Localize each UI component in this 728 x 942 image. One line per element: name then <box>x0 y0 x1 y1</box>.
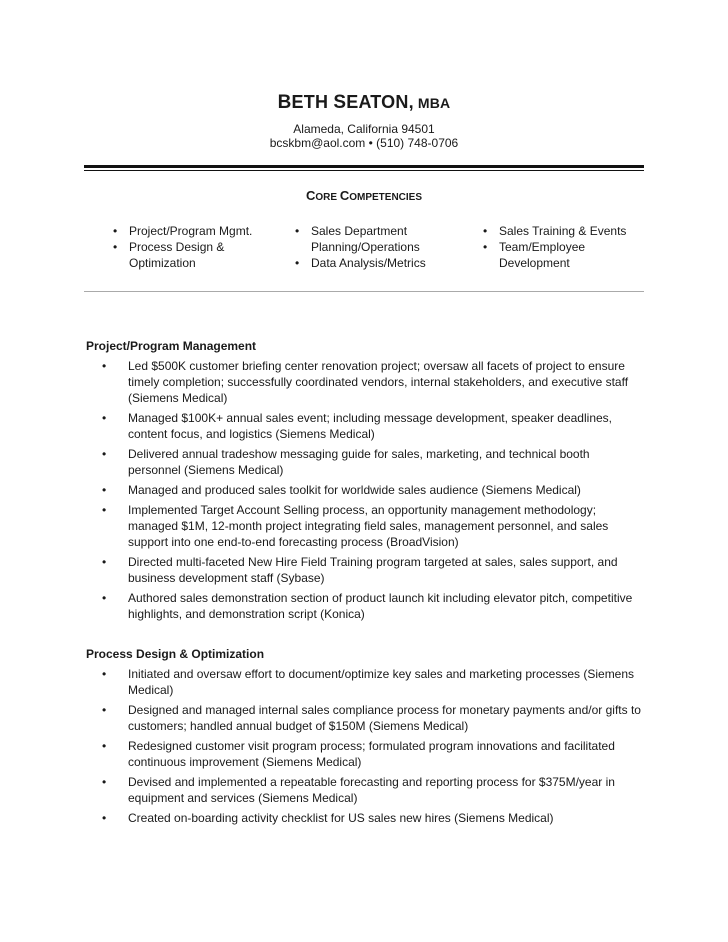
core-title-initial-1: C <box>305 188 316 203</box>
list-item: • Initiated and oversaw effort to document/optimize key sales and marketing processes (Siemens Medical) <box>100 666 645 698</box>
list-item: • Created on-boarding activity checklist for US sales new hires (Siemens Medical) <box>100 810 645 826</box>
candidate-name <box>0 90 728 115</box>
competency-item: • Process Design & Optimization <box>113 239 273 271</box>
competency-column-3 <box>483 223 633 271</box>
project-management-list <box>100 358 645 626</box>
competency-column-1 <box>113 223 273 271</box>
competency-item: • Data Analysis/Metrics <box>295 255 455 271</box>
competency-item: • Sales Department Planning/Operations <box>295 223 455 255</box>
list-item: • Delivered annual tradeshow messaging guide for sales, marketing, and technical booth personnel (Siemens Medical) <box>100 446 645 478</box>
name-initial-last: S <box>333 92 347 113</box>
name-initial-first: B <box>277 92 292 113</box>
list-item: • Managed and produced sales toolkit for worldwide sales audience (Siemens Medical) <box>100 482 645 498</box>
process-design-list <box>100 666 645 830</box>
list-item: • Directed multi-faceted New Hire Field Training program targeted at sales, sales support, and business development staff (Sybase) <box>100 554 645 586</box>
competency-item: • Sales Training & Events <box>483 223 633 239</box>
competency-item: • Team/Employee Development <box>483 239 633 271</box>
header-rule-thick <box>84 165 644 168</box>
name-rest-last: EATON, <box>346 92 414 112</box>
header-rule-thin <box>84 170 644 171</box>
competency-column-2 <box>295 223 455 271</box>
core-title-rest-2: OMPETENCIES <box>349 192 423 203</box>
section-divider <box>84 291 644 292</box>
location-line: Alameda, California 94501 <box>293 122 435 136</box>
core-title-initial-2: C <box>339 188 350 203</box>
section-heading-process-design: Process Design & Optimization <box>86 647 265 661</box>
section-heading-project-management: Project/Program Management <box>86 339 257 353</box>
competency-item: • Project/Program Mgmt. <box>113 223 273 239</box>
list-item: • Devised and implemented a repeatable forecasting and reporting process for $375M/year in equipment and services (Siemens Medical) <box>100 774 645 806</box>
list-item: • Implemented Target Account Selling process, an opportunity management methodology; managed $1M, 12-month project integrating field sales, management personnel, and sales support into one end-to-end forecasting process (BroadVision) <box>100 502 645 550</box>
list-item: • Managed $100K+ annual sales event; including message development, speaker deadlines, content focus, and logistics (Siemens Medical) <box>100 410 645 442</box>
name-credential: MBA <box>413 95 451 111</box>
core-competencies-title <box>0 188 728 206</box>
list-item: • Redesigned customer visit program process; formulated program innovations and facilitated continuous improvement (Siemens Medical) <box>100 738 645 770</box>
list-item: • Led $500K customer briefing center renovation project; oversaw all facets of project to ensure timely completion; successfully coordinated vendors, internal stakeholders, and executive staff (Siemens Medical) <box>100 358 645 406</box>
contact-line: bcskbm@aol.com • (510) 748-0706 <box>269 136 459 150</box>
list-item: • Designed and managed internal sales compliance process for monetary payments and/or gifts to customers; handled annual budget of $150M (Siemens Medical) <box>100 702 645 734</box>
name-rest-first: ETH <box>291 92 334 112</box>
core-title-rest-1: ORE <box>315 192 340 203</box>
list-item: • Authored sales demonstration section of product launch kit including elevator pitch, competitive highlights, and demonstration script (Konica) <box>100 590 645 622</box>
